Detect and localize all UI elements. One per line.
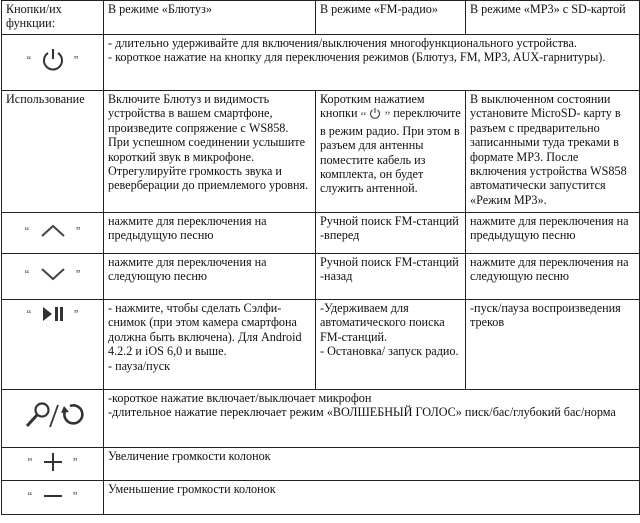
usage-fm <box>316 91 466 213</box>
instruction-table <box>1 0 640 515</box>
quote-close: ” <box>73 306 79 322</box>
play-bluetooth <box>104 300 316 390</box>
minus-icon <box>42 490 64 504</box>
header-fm: В режиме «FM-радио» <box>316 1 466 35</box>
chevron-up-icon <box>39 223 67 242</box>
mic-line-2: -длительное нажатие переключает режим «ВОЛШЕБНЫЙ ГОЛОС» писк/бас/глубокий бас/норма <box>108 405 616 420</box>
header-buttons: Кнопки/их функции: <box>2 1 104 35</box>
plus-icon <box>42 451 64 476</box>
quote-close: ” <box>73 454 78 470</box>
plus-button-cell <box>2 448 104 481</box>
play-bt-line-b: - пауза/пуск <box>108 358 171 373</box>
quote-open: “ <box>360 108 367 124</box>
mic-row <box>2 390 640 448</box>
power-button-cell <box>2 35 104 91</box>
mic-loop-icon <box>20 401 86 434</box>
power-icon <box>369 107 381 120</box>
header-bluetooth: В режиме «Блютуз» <box>104 1 316 35</box>
next-button-cell <box>2 254 104 300</box>
quote-open: “ <box>26 306 32 322</box>
quote-open: “ <box>26 53 32 69</box>
play-fm <box>316 300 466 390</box>
usage-mp3: В выключенном состоянии установите MicroSD- карту в разъем с предварительно записанными туда треками в формате MP3. После включения устройства WS858 автоматически запустится «Режим MP3». <box>466 91 640 213</box>
header-row <box>2 1 640 35</box>
quote-close: ” <box>73 53 79 69</box>
volume-up-row <box>2 448 640 481</box>
volume-down-description: Уменьшение громкости колонок <box>104 481 640 515</box>
power-icon <box>41 47 65 76</box>
quote-simple: " <box>27 454 33 470</box>
volume-up-description: Увеличение громкости колонок <box>104 448 640 481</box>
play-fm-line-a: -Удерживаем для автоматического поиска FM-станций. <box>320 301 445 344</box>
usage-bluetooth: Включите Блютуз и видимость устройства в вашем смартфоне, произведите сопряжение с WS858. При успешном соединении услышите короткий звук в микрофоне. Отрегулируйте громкость звука и реверберации до приемлемого уровня. <box>104 91 316 213</box>
minus-button-cell <box>2 481 104 515</box>
mic-description <box>104 390 640 448</box>
quote-open: “ <box>24 267 30 283</box>
usage-fm-power <box>361 107 391 123</box>
next-row <box>2 254 640 300</box>
power-row <box>2 35 640 91</box>
quote-close: ” <box>75 223 81 239</box>
quote-close: ” <box>72 488 78 504</box>
play-fm-line-b: - Остановка/ запуск радио. <box>320 344 459 359</box>
next-bluetooth: нажмите для переключения на следующую песню <box>104 254 316 300</box>
volume-down-row <box>2 481 640 515</box>
header-mp3: В режиме «MP3» с SD-картой <box>466 1 640 35</box>
power-line-2: - короткое нажатие на кнопку для переключения режимов (Блютуз, FM, MP3, AUX-гарнитуры). <box>108 50 606 65</box>
prev-mp3: нажмите для переключения на предыдущую песню <box>466 213 640 254</box>
play-row <box>2 300 640 390</box>
play-pause-icon <box>41 306 65 325</box>
usage-fm-text-a: Коротким нажатием кнопки <box>320 92 425 121</box>
next-mp3: нажмите для переключения на следующую песню <box>466 254 640 300</box>
prev-button-cell <box>2 213 104 254</box>
quote-close: ” <box>75 267 81 283</box>
power-description <box>104 35 640 91</box>
play-bt-line-a: - нажмите, чтобы сделать Сэлфи-снимок (при этом камера смартфона должна быть включена). Для Android 4.2.2 и iOS 6,0 и выше. <box>108 301 302 359</box>
prev-fm: Ручной поиск FM-станций -вперед <box>316 213 466 254</box>
chevron-down-icon <box>39 266 67 285</box>
prev-bluetooth: нажмите для переключения на предыдущую песню <box>104 213 316 254</box>
prev-row <box>2 213 640 254</box>
quote-close: ” <box>384 108 391 124</box>
usage-row <box>2 91 640 213</box>
quote-open: “ <box>24 223 30 239</box>
play-button-cell <box>2 300 104 390</box>
play-mp3: -пуск/пауза воспроизведения треков <box>466 300 640 390</box>
mic-line-1: -короткое нажатие включает/выключает микрофон <box>108 391 372 405</box>
mic-button-cell <box>2 390 104 448</box>
quote-open: “ <box>27 488 33 504</box>
power-line-1: - длительно удерживайте для включения/выключения многофункционального устройства. <box>108 36 577 50</box>
next-fm: Ручной поиск FM-станций -назад <box>316 254 466 300</box>
usage-label: Использование <box>2 91 104 213</box>
usage-fm-text-b: переключите в режим радио. При этом в разъем для антенны поместите кабель из комплекта, он будет служить антенной. <box>320 106 461 196</box>
